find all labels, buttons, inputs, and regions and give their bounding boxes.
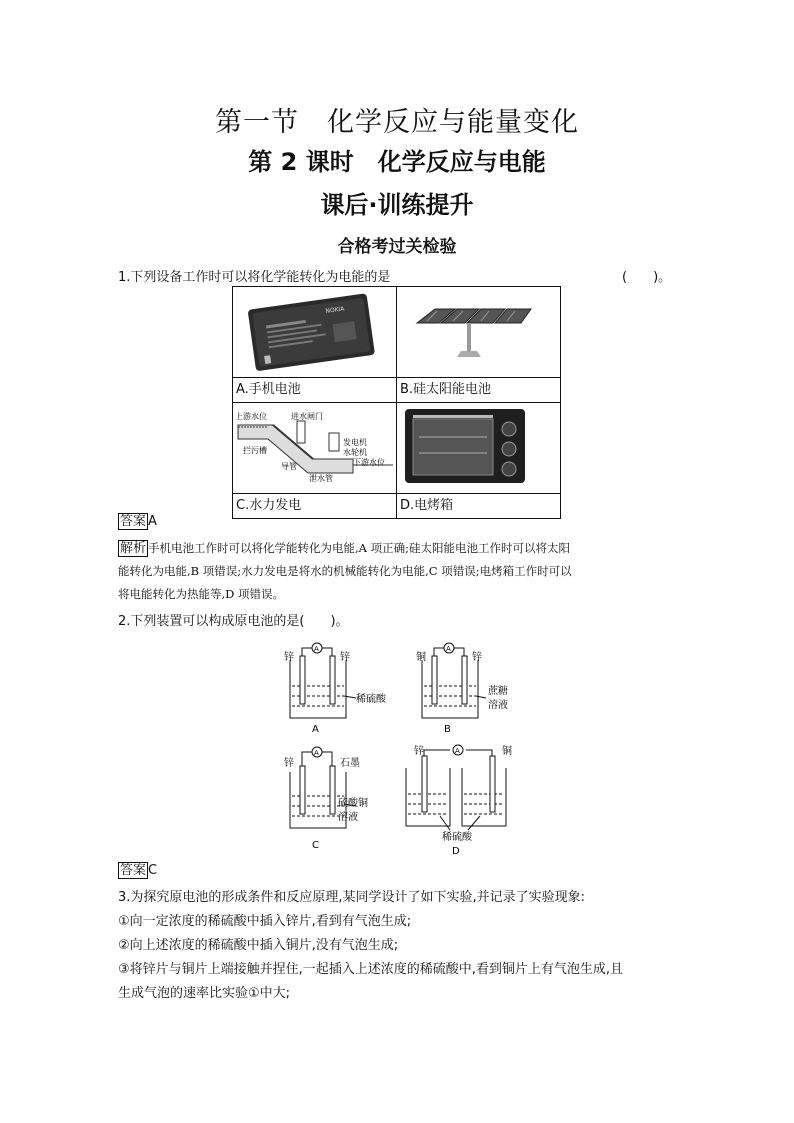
hydro-drain-label: 泄水管 bbox=[309, 474, 333, 483]
expl-line-2: 能转化为电能,B 项错误;水力发电是将水的机械能转化为电能,C 项错误;电烤箱工作时可以 bbox=[118, 564, 572, 578]
q3-stem: 3.为探究原电池的形成条件和反应原理,某同学设计了如下实验,并记录了实验现象: bbox=[118, 890, 586, 905]
q2-devices-figure bbox=[270, 630, 530, 860]
q3-item-3-line-1: ③将锌片与铜片上端接触并捏住,一起插入上述浓度的稀硫酸中,看到铜片上有气泡生成,且 bbox=[118, 962, 624, 977]
device-c-left-electrode: 锌 bbox=[284, 758, 294, 769]
hydropower-diagram bbox=[233, 403, 397, 494]
device-b-solution-1: 蔗糖 bbox=[488, 686, 508, 697]
svg-text:A: A bbox=[314, 749, 319, 757]
device-b bbox=[416, 643, 508, 735]
electric-oven-image bbox=[397, 403, 561, 494]
device-d-caption: D bbox=[452, 846, 460, 857]
device-d bbox=[406, 744, 512, 857]
battery-brand-text: NOKIA bbox=[325, 305, 345, 316]
hydro-upstream-label: 上游水位 bbox=[235, 412, 267, 421]
device-c-solution-2: 溶液 bbox=[338, 812, 358, 823]
q1-answer-line bbox=[118, 513, 157, 530]
device-c-solution-1: 硫酸铜 bbox=[338, 798, 368, 809]
device-d-left-electrode: 锌 bbox=[414, 746, 424, 757]
expl-line-3: 将电能转化为热能等,D 项错误。 bbox=[118, 587, 285, 601]
device-c bbox=[284, 747, 368, 851]
q2-answer-line bbox=[118, 862, 157, 879]
expl-line-1: 解析 手机电池工作时可以将化学能转化为电能,A 项正确;硅太阳能电池工作时可以将太阳 bbox=[120, 541, 571, 556]
q2-answer: C bbox=[148, 863, 158, 878]
option-b-label: B.硅太阳能电池 bbox=[397, 378, 561, 403]
hydro-generator-label: 发电机 bbox=[343, 438, 367, 447]
device-c-right-electrode: 石墨 bbox=[340, 758, 360, 769]
hydro-rack-label: 拦污槽 bbox=[243, 446, 267, 455]
svg-text:A: A bbox=[446, 645, 451, 653]
device-a bbox=[284, 643, 387, 735]
phone-battery-image bbox=[233, 287, 397, 378]
q1-explanation bbox=[118, 537, 678, 606]
q2-stem: 2.下列装置可以构成原电池的是( )。 bbox=[118, 614, 349, 629]
device-a-right-electrode: 锌 bbox=[340, 652, 350, 663]
device-a-caption: A bbox=[312, 724, 319, 735]
hydro-turbine-label: 水轮机 bbox=[343, 448, 367, 457]
svg-text:A: A bbox=[314, 645, 319, 653]
device-a-solution: 稀硫酸 bbox=[356, 694, 386, 705]
q1-options-table bbox=[232, 286, 561, 519]
device-b-solution-2: 溶液 bbox=[488, 700, 508, 711]
explanation-tag: 解析 bbox=[120, 541, 147, 556]
q3-item-2: ②向上述浓度的稀硫酸中插入铜片,没有气泡生成; bbox=[118, 938, 399, 953]
q3-item-3-line-2: 生成气泡的速率比实验①中大; bbox=[118, 986, 291, 1001]
lesson-title: 第 2 课时 化学反应与电能 bbox=[248, 148, 546, 176]
device-c-caption: C bbox=[312, 840, 319, 851]
answer-tag: 答案 bbox=[120, 514, 147, 529]
option-d-label: D.电烤箱 bbox=[397, 494, 561, 519]
solar-panel-image bbox=[397, 287, 561, 378]
device-b-right-electrode: 锌 bbox=[472, 652, 482, 663]
hydro-gate-label: 进水闸门 bbox=[291, 412, 323, 421]
svg-text:A: A bbox=[455, 747, 460, 755]
hydro-pipe-label: 导管 bbox=[281, 462, 297, 471]
part-title: 合格考过关检验 bbox=[337, 237, 457, 257]
q1-answer-paren: ( )。 bbox=[622, 270, 672, 285]
section-title: 第一节 化学反应与能量变化 bbox=[215, 107, 579, 138]
hydro-downstream-label: 下游水位 bbox=[353, 458, 385, 467]
device-d-right-electrode: 铜 bbox=[502, 746, 512, 757]
q1-answer: A bbox=[148, 514, 157, 529]
option-c-label: C.水力发电 bbox=[233, 494, 397, 519]
answer-tag: 答案 bbox=[120, 863, 147, 878]
device-b-left-electrode: 铜 bbox=[416, 652, 426, 663]
q1-stem: 1.下列设备工作时可以将化学能转化为电能的是 bbox=[118, 270, 391, 285]
sub-title: 课后·训练提升 bbox=[320, 191, 474, 219]
device-a-left-electrode: 锌 bbox=[284, 652, 294, 663]
option-a-label: A.手机电池 bbox=[233, 378, 397, 403]
device-d-solution: 稀硫酸 bbox=[442, 832, 472, 843]
device-b-caption: B bbox=[444, 724, 451, 735]
q3-item-1: ①向一定浓度的稀硫酸中插入锌片,看到有气泡生成; bbox=[118, 914, 412, 929]
